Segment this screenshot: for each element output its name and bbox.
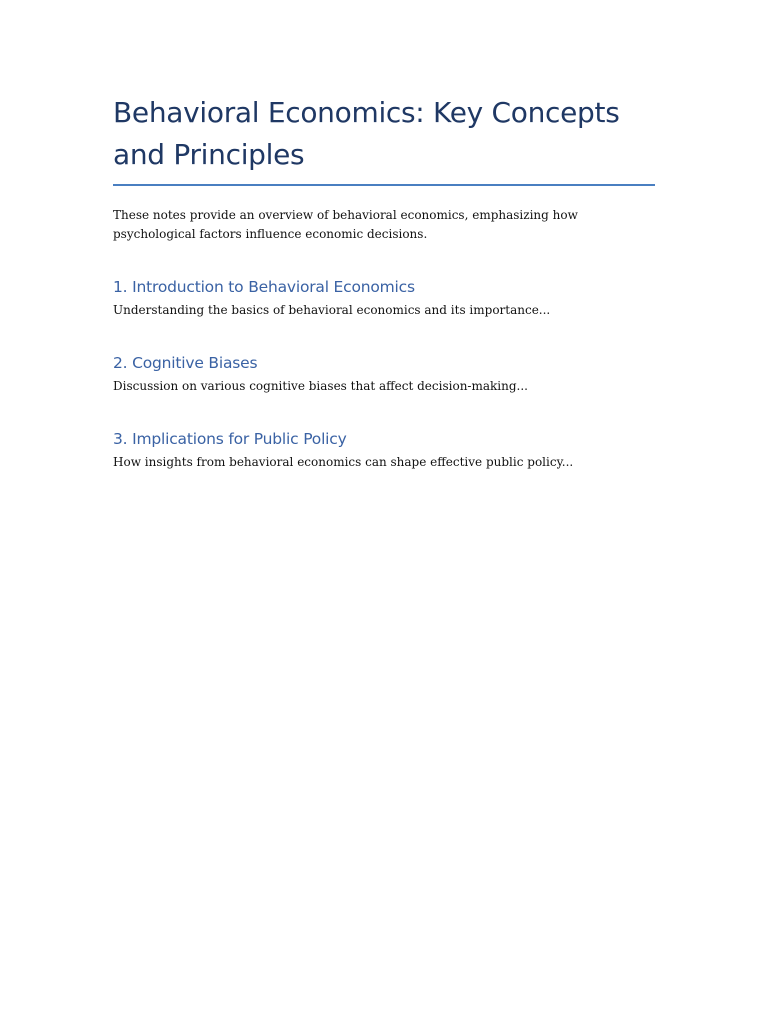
section-body: How insights from behavioral economics can shape effective public policy... xyxy=(113,455,574,469)
section-heading: 1. Introduction to Behavioral Economics xyxy=(113,278,415,296)
document-title: Behavioral Economics: Key Concepts and Principles xyxy=(113,96,620,171)
section-heading: 2. Cognitive Biases xyxy=(113,354,258,372)
section-heading: 3. Implications for Public Policy xyxy=(113,430,347,448)
section-introduction xyxy=(113,277,655,320)
document-content xyxy=(113,92,655,472)
section-body: Discussion on various cognitive biases that affect decision-making... xyxy=(113,379,528,393)
title-underline-rule xyxy=(113,184,655,186)
section-body: Understanding the basics of behavioral economics and its importance... xyxy=(113,303,551,317)
section-cognitive-biases xyxy=(113,353,655,396)
section-public-policy xyxy=(113,429,655,472)
intro-paragraph: These notes provide an overview of behavioral economics, emphasizing how psychological factors influence economic decisions. xyxy=(113,208,578,241)
